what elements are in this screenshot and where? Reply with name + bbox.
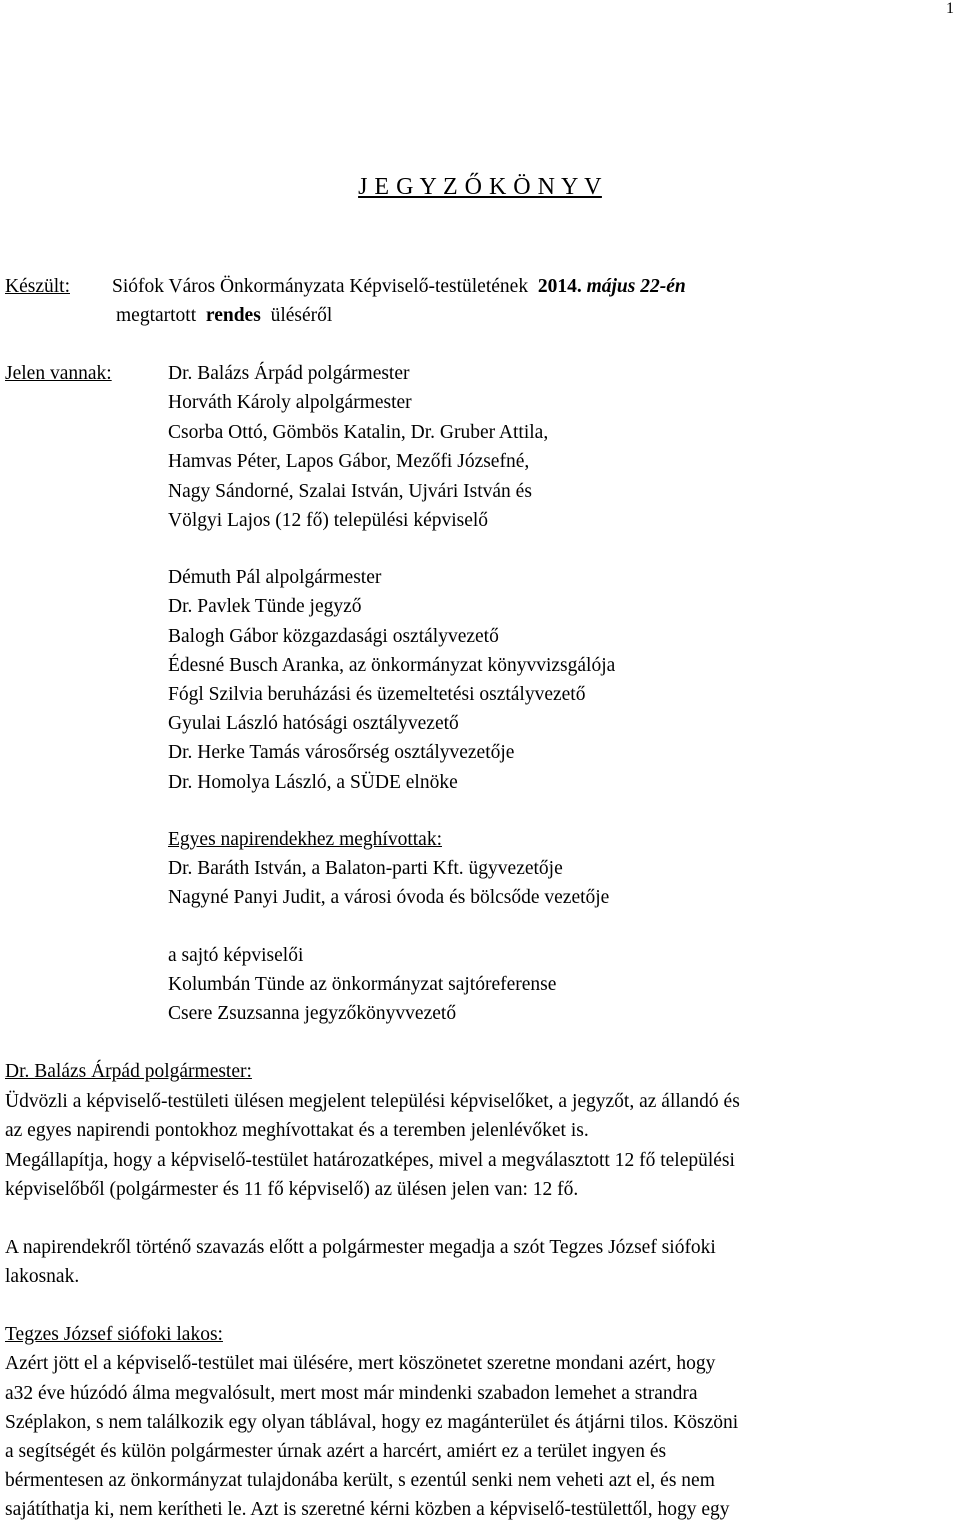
keszult-line-1: Siófok Város Önkormányzata Képviselő-testületének 2014. május 22-én (112, 276, 686, 297)
attendee-line: Csorba Ottó, Gömbös Katalin, Dr. Gruber Attila, (168, 422, 549, 443)
staff-line: Dr. Herke Tamás városőrség osztályvezetője (168, 742, 515, 763)
page-number: 1 (946, 0, 954, 17)
attendee-line: Hamvas Péter, Lapos Gábor, Mezőfi Józsefné, (168, 451, 530, 472)
attendee-mayor: Dr. Balázs Árpád polgármester (168, 363, 410, 384)
body-line: Azért jött el a képviselő-testület mai ülésére, mert köszönetet szeretne mondani azért, hogy (5, 1353, 716, 1374)
body-line: sajátíthatja ki, nem kerítheti le. Azt is szeretné kérni közben a képviselő-testülettől, hogy egy (5, 1499, 730, 1520)
body-line: a32 éve húzódó álma megvalósult, mert most már mindenki szabadon lemehet a strandra (5, 1383, 698, 1404)
speaker-heading: Dr. Balázs Árpád polgármester: (5, 1061, 252, 1082)
body-line: az egyes napirendi pontokhoz meghívottakat és a teremben jelenlévőket is. (5, 1120, 589, 1141)
body-line: lakosnak. (5, 1266, 80, 1287)
staff-line: Gyulai László hatósági osztályvezető (168, 713, 459, 734)
body-line: Üdvözli a képviselő-testületi ülésen megjelent települési képviselőket, a jegyzőt, az állandó és (5, 1091, 740, 1112)
speaker-heading: Tegzes József siófoki lakos: (5, 1324, 223, 1345)
staff-line: Fógl Szilvia beruházási és üzemeltetési osztályvezető (168, 684, 586, 705)
body-line: a segítségét és külön polgármester úrnak azért a harcért, amiért ez a terület ingyen és (5, 1441, 667, 1462)
keszult-label: Készült: (5, 276, 70, 297)
invited-heading: Egyes napirendekhez meghívottak: (168, 829, 442, 850)
document-title: J E G Y Z Ő K Ö N Y V (358, 174, 602, 200)
invited-line: Dr. Baráth István, a Balaton-parti Kft. ügyvezetője (168, 858, 563, 879)
jelen-label: Jelen vannak: (5, 363, 112, 384)
invited-line: Nagyné Panyi Judit, a városi óvoda és bölcsőde vezetője (168, 887, 610, 908)
staff-line: Balogh Gábor közgazdasági osztályvezető (168, 626, 499, 647)
attendee-line: Völgyi Lajos (12 fő) települési képviselő (168, 510, 489, 531)
staff-line: Dr. Pavlek Tünde jegyző (168, 596, 362, 617)
press-line: Csere Zsuzsanna jegyzőkönyvvezető (168, 1003, 457, 1024)
staff-line: Démuth Pál alpolgármester (168, 567, 382, 588)
staff-line: Dr. Homolya László, a SÜDE elnöke (168, 772, 458, 793)
attendee-line: Nagy Sándorné, Szalai István, Ujvári István és (168, 481, 532, 502)
body-line: Megállapítja, hogy a képviselő-testület határozatképes, mivel a megválasztott 12 fő települési (5, 1150, 735, 1171)
body-line: bérmentesen az önkormányzat tulajdonába került, s ezentúl senki nem veheti azt el, és nem (5, 1470, 715, 1491)
keszult-line-2: megtartott rendes üléséről (116, 305, 333, 326)
attendee-line: Horváth Károly alpolgármester (168, 392, 412, 413)
press-line: a sajtó képviselői (168, 945, 304, 966)
body-line: Széplakon, s nem találkozik egy olyan táblával, hogy ez magánterület és átjárni tilos. Köszöni (5, 1412, 739, 1433)
staff-line: Édesné Busch Aranka, az önkormányzat könyvvizsgálója (168, 655, 616, 676)
body-line: képviselőből (polgármester és 11 fő képviselő) az ülésen jelen van: 12 fő. (5, 1179, 579, 1200)
press-line: Kolumbán Tünde az önkormányzat sajtóreferense (168, 974, 557, 995)
body-line: A napirendekről történő szavazás előtt a polgármester megadja a szót Tegzes József siófoki (5, 1237, 716, 1258)
